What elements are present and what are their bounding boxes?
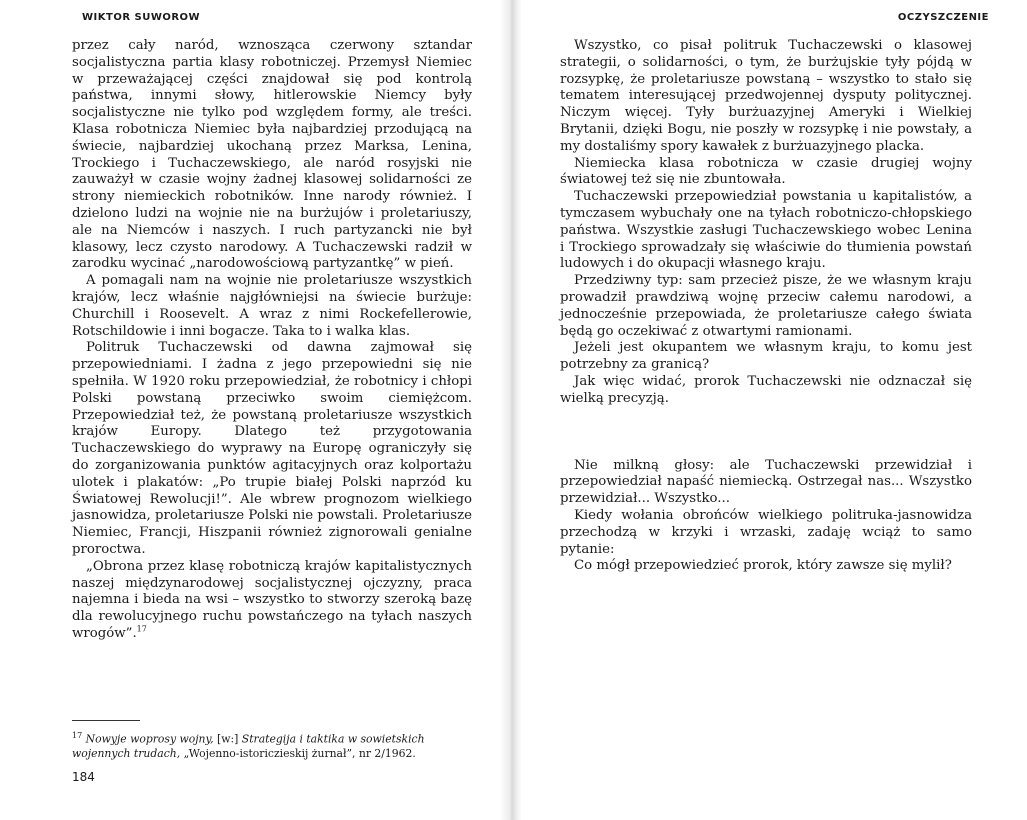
right-text-block <box>560 38 972 575</box>
footnote-journal: „Wojenno-istoriczieskij żurnał”, nr 2/1962. <box>180 746 416 760</box>
paragraph: Tuchaczewski przepowiedział powstania u kapitalistów, a tymczasem wybuchały one na tyłach robotniczo-chłopskiego państwa. Wszystkie zasługi Tuchaczewskiego wobec Lenina i Trockiego sprowadzały się właściwie do tłumienia powstań ludowych i do okupacji własnego kraju. <box>560 189 972 272</box>
footnote-in: [w:] <box>213 732 242 746</box>
paragraph: Nie milkną głosy: ale Tuchaczewski przewidział i przepowiedział napaść niemiecką. Ostrzegał nas... Wszystko przewidział... Wszystko... <box>560 457 972 507</box>
footnote <box>72 729 476 761</box>
running-head-chapter: OCZYSZCZENIE <box>897 12 989 23</box>
footnote-ref: 17 <box>136 624 147 634</box>
paragraph: Jeżeli jest okupantem we własnym kraju, to komu jest potrzebny za granicą? <box>560 340 972 373</box>
paragraph: Wszystko, co pisał politruk Tuchaczewski o klasowej strategii, o solidarności, o tym, że burżujskie tyły pójdą w rozsypkę, że proletariusze powstaną – wszystko to stało się tematem interesującej przedwojennej dysputy politycznej. Niczym więcej. Tyły burżuazyjnej Ameryki i Wielkiej Brytanii, dzięki Bogu, nie poszły w rozsypkę i nie powstały, a my dostaliśmy spory kawałek z burżuazyjnego placka. <box>560 38 972 154</box>
footnote-rule <box>72 720 140 721</box>
quote-paragraph <box>72 559 472 643</box>
paragraph: Przedziwny typ: sam przecież pisze, że we własnym kraju prowadził prawdziwą wojnę przeciw całemu narodowi, a jednocześnie przepowiada, że proletariusze całego świata będą go oczekiwać z otwartymi ramionami. <box>560 273 972 339</box>
paragraph: Politruk Tuchaczewski od dawna zajmował się przepowiedniami. I żadna z jego przepowiedni się nie spełniła. W 1920 roku przepowiedział, że robotnicy i chłopi Polski powstaną przeciwko swoim ciemiężcom. Przepowiedział też, że powstaną proletariusze wszystkich krajów Europy. Dlatego też przygotowania Tuchaczewskiego do wyprawy na Europę ograniczyły się do zorganizowania punktów agitacyjnych oraz kolportażu ulotek i plakatów: „Po trupie białej Polski naprzód ku Światowej Rewolucji!”. Ale wbrew prognozom wielkiego jasnowidza, proletariusze Polski nie powstali. Proletariusze Niemiec, Francji, Hiszpanii również zignorowali genialne proroctwa. <box>72 340 472 557</box>
right-page <box>510 0 1027 820</box>
paragraph: Niemiecka klasa robotnicza w czasie drugiej wojny światowej też się nie zbuntowała. <box>560 155 972 188</box>
running-head-author: WIKTOR SUWOROW <box>82 12 201 23</box>
left-page <box>0 0 510 820</box>
paragraph: Kiedy wołania obrońców wielkiego politruka-jasnowidza przechodzą w krzyki i wrzaski, zadaję wciąż to samo pytanie: <box>560 507 972 557</box>
footnote-title: Nowyje woprosy wojny, <box>85 732 214 746</box>
paragraph: przez cały naród, wznosząca czerwony sztandar socjalistyczna partia klasy robotniczej. Przemysł Niemiec w przeważającej części znajdował się pod kontrolą państwa, innymi słowy, hitlerowskie Niemcy były socjalistyczne nie tylko pod względem formy, ale treści. Klasa robotnicza Niemiec była najbardziej przodującą na świecie, najbardziej ukochaną przez Marksa, Lenina, Trockiego i Tuchaczewskiego, ale naród rosyjski nie zauważył w czasie wojny żadnej klasowej solidarności ze strony niemieckich robotników. Inne narody również. I dzielono ludzi na wojnie nie na burżujów i proletariuszy, ale na Niemców i naszych. I ruch partyzancki nie był klasowy, lecz czysto narodowy. A Tuchaczewski radził w zarodku wycinać „narodowościową partyzantkę” w pień. <box>72 38 472 272</box>
section-break <box>560 408 972 458</box>
closing-question: Co mógł przepowiedzieć prorok, który zawsze się mylił? <box>574 558 952 574</box>
paragraph: Jak więc widać, prorok Tuchaczewski nie odznaczał się wielką precyzją. <box>560 373 972 406</box>
left-text-block <box>72 38 472 643</box>
footnote-source-title: Strategija i taktika w sowietskich wojennych trudach, <box>72 732 425 760</box>
footnote-number: 17 <box>72 731 83 740</box>
quote-text: „Obrona przez klasę robotniczą krajów kapitalistycznych naszej międzynarodowej socjalistycznej ojczyzny, praca najemna i bieda na wsi – wszystko to stworzy szeroką bazę dla rewolucyjnego ruchu powstańczego na tyłach naszych wrogów”. <box>72 558 472 641</box>
paragraph: A pomagali nam na wojnie nie proletariusze wszystkich krajów, lecz właśnie najgłówniejsi na świecie burżuje: Churchill i Roosevelt. A wraz z nimi Rockefellerowie, Rotschildowie i inni bogacze. Taka to i walka klas. <box>72 273 472 339</box>
page-number: 184 <box>72 770 95 784</box>
